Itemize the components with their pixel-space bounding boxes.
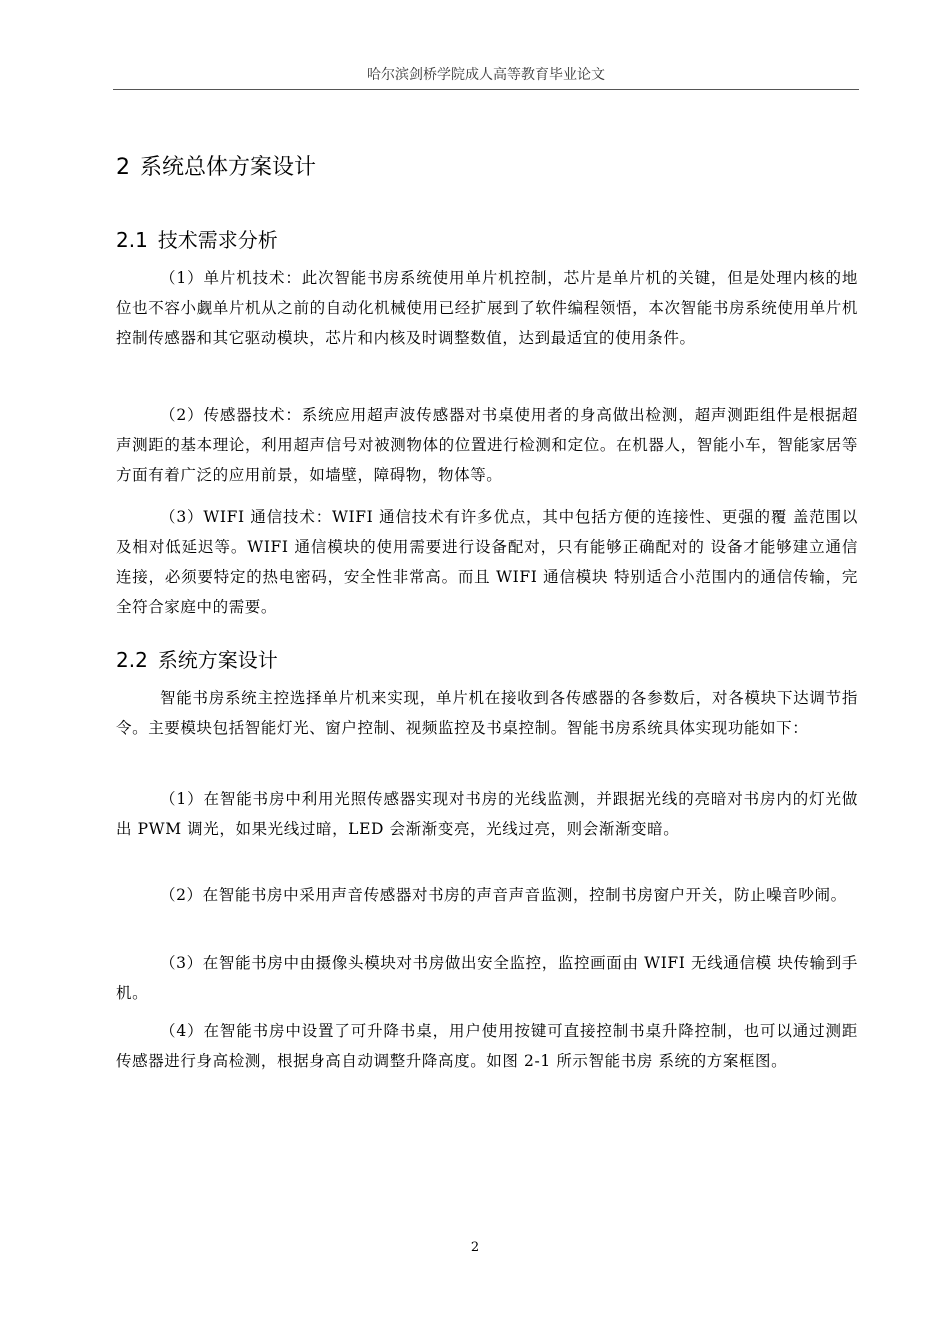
chapter-title: 系统总体方案设计 — [140, 155, 317, 180]
section-title: 系统方案设计 — [157, 648, 278, 672]
chapter-heading — [116, 150, 316, 181]
section-title: 技术需求分析 — [157, 228, 278, 252]
section-heading-2-2 — [116, 644, 278, 673]
page-number: 2 — [470, 1240, 480, 1255]
paragraph: （3）在智能书房中由摄像头模块对书房做出安全监控，监控画面由 WIFI 无线通信模 块传输到手机。 — [116, 954, 858, 1002]
paragraph: （1）单片机技术：此次智能书房系统使用单片机控制，芯片是单片机的关键，但是处理内核的地位也不容小觑单片机从之前的自动化机械使用已经扩展到了软件编程领悟，本次智能书房系统使用单片机控制传感器和其它驱动模块，芯片和内核及时调整数值，达到最适宜的使用条件。 — [116, 269, 858, 347]
header-divider — [113, 89, 859, 90]
chapter-number: 2 — [116, 155, 130, 180]
paragraph: 智能书房系统主控选择单片机来实现，单片机在接收到各传感器的各参数后，对各模块下达调节指令。主要模块包括智能灯光、窗户控制、视频监控及书桌控制。智能书房系统具体实现功能如下： — [116, 689, 858, 737]
paragraph: （2）在智能书房中采用声音传感器对书房的声音声音监测，控制书房窗户开关，防止噪音吵闹。 — [160, 886, 847, 904]
section-number: 2.1 — [116, 228, 148, 252]
page-header: 哈尔滨剑桥学院成人高等教育毕业论文 — [367, 67, 605, 83]
section-heading-2-1 — [116, 224, 278, 253]
paragraph: （3）WIFI 通信技术：WIFI 通信技术有许多优点，其中包括方便的连接性、更强的覆 盖范围以及相对低延迟等。WIFI 通信模块的使用需要进行设备配对，只有能够正确配对的 设备才能够建立通信连接，必须要特定的热电密码，安全性非常高。而且 WIFI 通信模块 特别适合小范围内的通信传输，完全符合家庭中的需要。 — [116, 508, 858, 616]
paragraph: （1）在智能书房中利用光照传感器实现对书房的光线监测，并跟据光线的亮暗对书房内的灯光做出 PWM 调光，如果光线过暗，LED 会渐渐变亮，光线过亮，则会渐渐变暗。 — [116, 790, 858, 838]
paragraph: （4）在智能书房中设置了可升降书桌，用户使用按键可直接控制书桌升降控制，也可以通过测距传感器进行身高检测，根据身高自动调整升降高度。如图 2-1 所示智能书房 系统的方案框图。 — [116, 1022, 858, 1070]
paragraph: （2）传感器技术：系统应用超声波传感器对书桌使用者的身高做出检测，超声测距组件是根据超声测距的基本理论，利用超声信号对被测物体的位置进行检测和定位。在机器人，智能小车，智能家居等方面有着广泛的应用前景，如墙壁，障碍物，物体等。 — [116, 406, 858, 484]
section-number: 2.2 — [116, 648, 148, 672]
